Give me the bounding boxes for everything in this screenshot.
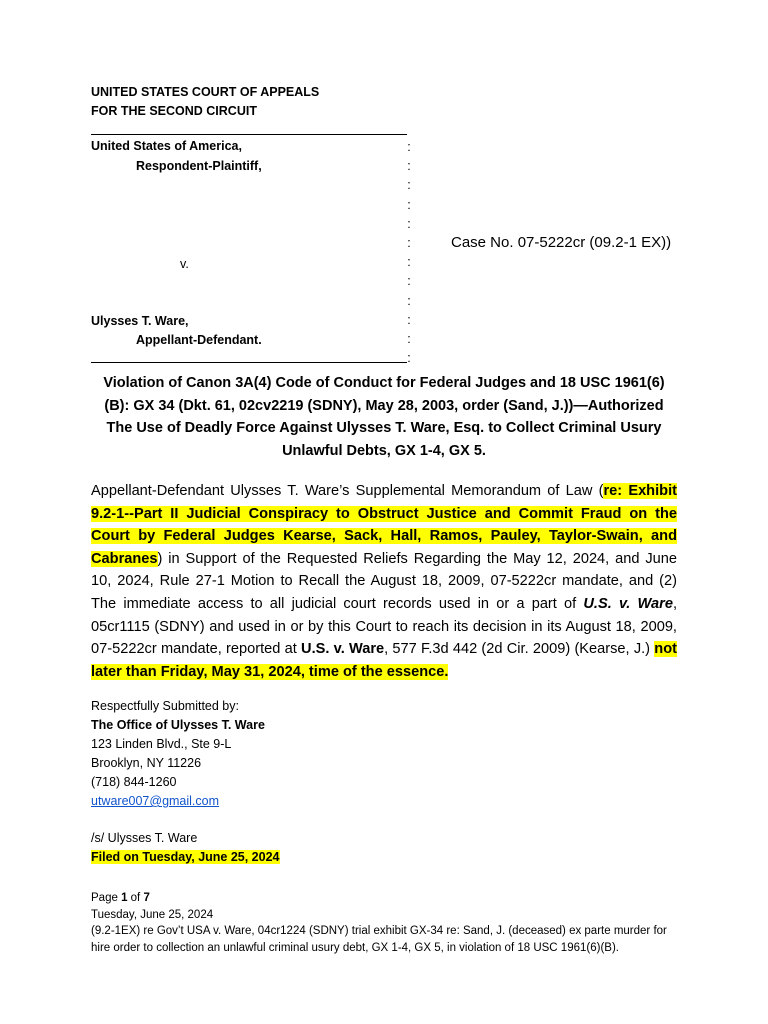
page-indicator: Page 1 of 7 [91,892,150,904]
deadline-highlight: not later than Friday, May 31, 2024, time of the essence. [91,641,677,680]
signature-block [91,697,280,867]
address-line1: 123 Linden Blvd., Ste 9-L [91,737,232,751]
caption-bottom-rule [91,362,407,363]
court-name-line1: UNITED STATES COURT OF APPEALS [91,85,320,99]
plaintiff-name: United States of America, [91,139,242,153]
phone-number: (718) 844-1260 [91,775,177,789]
court-heading [91,83,319,121]
office-name: The Office of Ulysses T. Ware [91,718,265,732]
body-paragraph: Appellant-Defendant Ulysses T. Ware’s Supplemental Memorandum of Law (re: Exhibit 9.2-1--Part II Judicial Conspiracy to Obstruct Justice and Commit Fraud on the Court by Federal Judges Kearse, Sack, Hall, Ramos, Pauley, Taylor-Swain, and Cabranes) in Support of the Requested Reliefs Regarding the May 12, 2024, and June 10, 2024, Rule 27-1 Motion to Recall the August 18, 2009, 07-5222cr mandate, and (2) The immediate access to all judicial court records used in or a part of U.S. v. Ware, 05cr1115 (SDNY) and used in or by this Court to reach its decision in its August 18, 2009, 07-5222cr mandate, reported at U.S. v. Ware, 577 F.3d 442 (2d Cir. 2009) (Kearse, J.) not later than Friday, May 31, 2024, time of the essence. [91,483,677,680]
respectfully-label: Respectfully Submitted by: [91,699,239,713]
caption-colon-column: : : : : : : : : : : : : [407,140,411,366]
footer-description: (9.2-1EX) re Gov’t USA v. Ware, 04cr1224 (SDNY) trial exhibit GX-34 re: Sand, J. (deceased) ex parte murder for hire order to collection an unlawful criminal usury debt, GX 1-4, GX 5, in violation of 18 USC 1961(6)(B). [91,925,667,954]
filed-date: Filed on Tuesday, June 25, 2024 [91,850,280,864]
address-line2: Brooklyn, NY 11226 [91,756,202,770]
defendant-name: Ulysses T. Ware, [91,314,189,328]
court-name-line2: FOR THE SECOND CIRCUIT [91,104,257,118]
footer-date: Tuesday, June 25, 2024 [91,908,214,921]
case-citation: U.S. v. Ware [583,595,673,612]
case-number: Case No. 07-5222cr (09.2-1 EX)) [451,234,672,251]
exhibit-highlight: re: Exhibit 9.2-1--Part II Judicial Conspiracy to Obstruct Justice and Commit Fraud on the Court by Federal Judges Kearse, Sack, Hall, Ramos, Pauley, Taylor-Swain, and Cabranes [91,483,677,567]
defendant-role: Appellant-Defendant. [136,333,262,347]
page-footer [91,890,681,956]
signature-line: /s/ Ulysses T. Ware [91,831,198,845]
caption-top-rule [91,134,407,135]
case-citation-reported: U.S. v. Ware [301,641,385,658]
versus-label: v. [180,257,189,271]
document-title: Violation of Canon 3A(4) Code of Conduct for Federal Judges and 18 USC 1961(6)(B): GX 34 (Dkt. 61, 02cv2219 (SDNY), May 28, 2003, order (Sand, J.))—Authorized The Use of Deadly Force Against Ulysses T. Ware, Esq. to Collect Criminal Usury Unlawful Debts, GX 1-4, GX 5. [103,375,665,459]
email-link[interactable]: utware007@gmail.com [91,794,220,808]
plaintiff-role: Respondent-Plaintiff, [136,159,262,173]
